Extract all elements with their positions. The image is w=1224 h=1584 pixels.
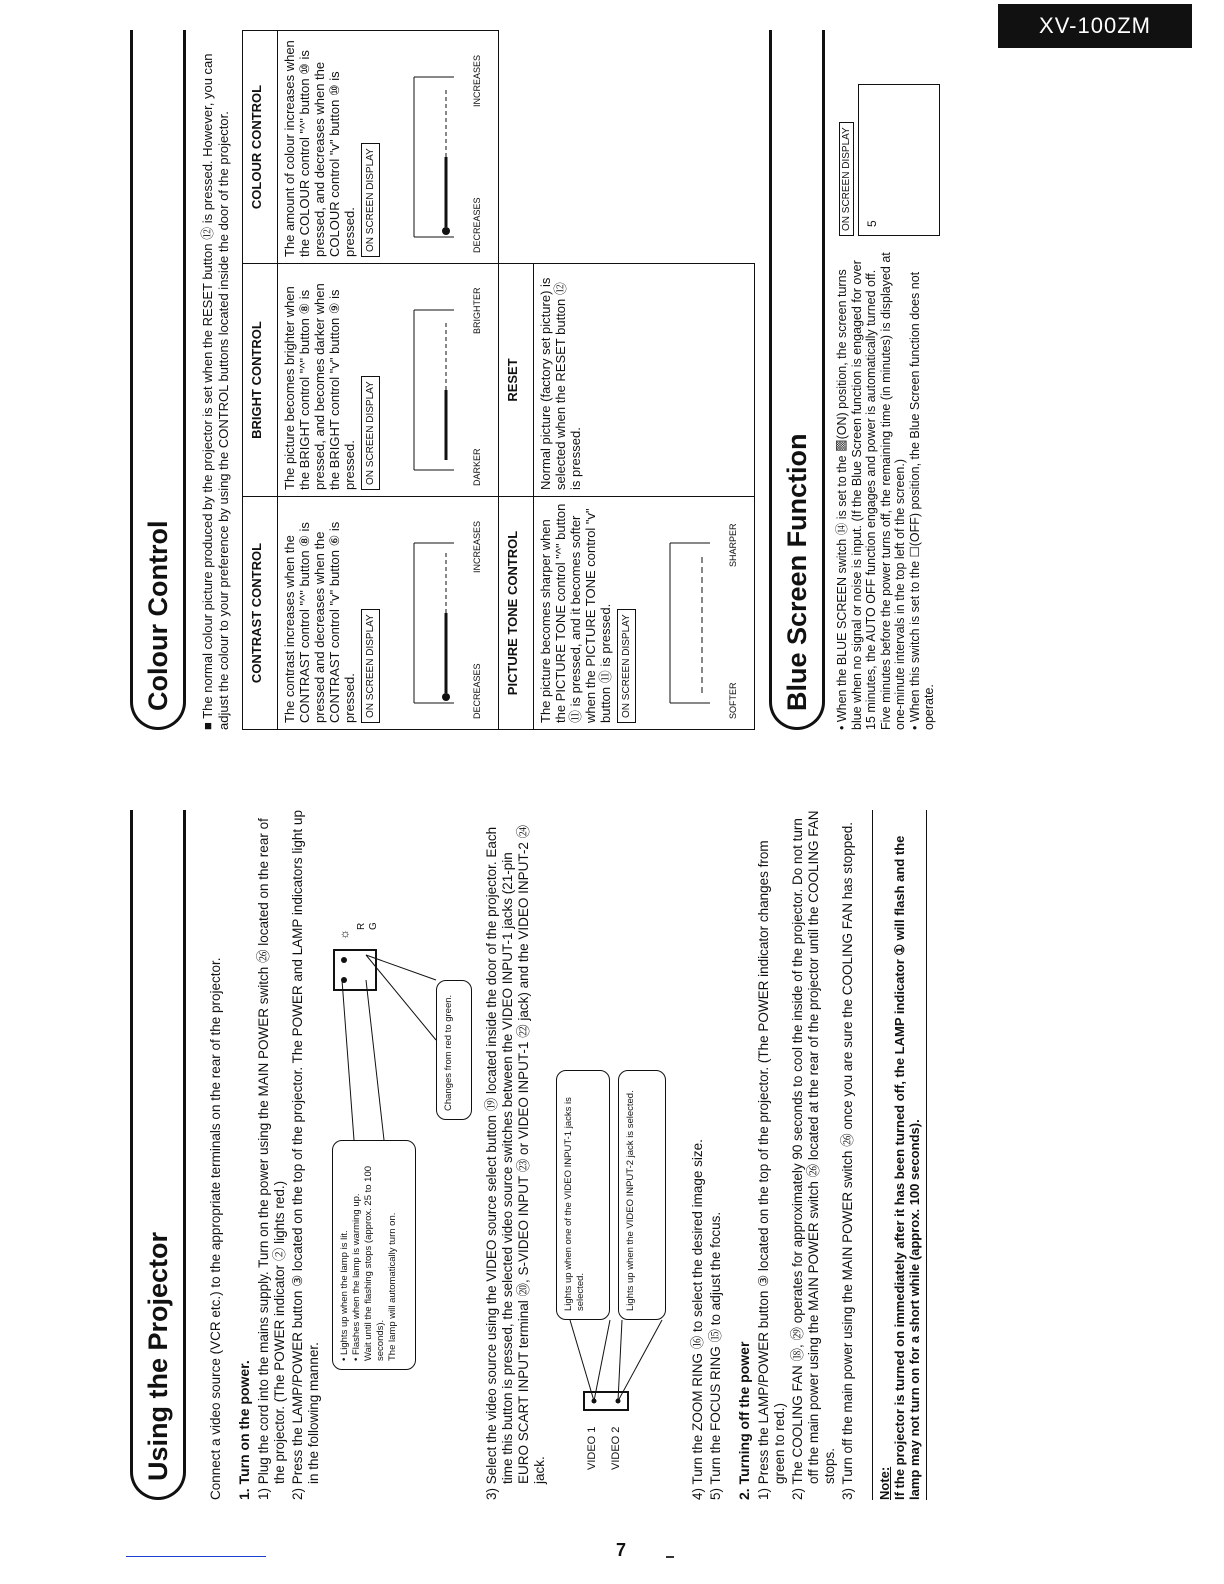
video2-callout: Lights up when the VIDEO INPUT-2 jack is selected. <box>618 1070 666 1320</box>
tone-high: SHARPER <box>728 523 738 567</box>
tone-low: SOFTER <box>728 682 738 719</box>
lamp-callout-line: The lamp will automatically turn on. <box>387 1212 398 1361</box>
video2-label: VIDEO 2 <box>610 1426 622 1470</box>
indicator-lines <box>324 810 484 1500</box>
bright-osd-label: ON SCREEN DISPLAY <box>361 376 380 490</box>
colour-low: DECREASES <box>472 197 482 253</box>
blue-title: Blue Screen Function <box>769 30 825 730</box>
focus-step: 5) Turn the FOCUS RING ⑮ to adjust the focus. <box>708 1211 723 1500</box>
lamp-callout-line: • Flashes when the lamp is warming up. <box>351 1193 362 1361</box>
blue-bullet-1: • When the BLUE SCREEN switch ⑭ is set to the ▩(ON) position, the screen turns blue when no signal or noise is input. (If the Blue Screen function is engaged for over 15 minutes, the AUTO OFF function engages and power is automatically turned off. Five minutes before the power turns off, the remaining time (in minutes) is displayed at one-minute intervals in the top left of the screen.) <box>835 252 907 730</box>
reset-text: Normal picture (factory set picture) is selected when the RESET button ⑫ is pressed. <box>538 277 583 490</box>
lamp-indicator-diagram <box>324 810 484 1500</box>
video-input-diagram <box>550 810 690 1500</box>
tone-osd <box>640 503 750 723</box>
reset-head: RESET <box>499 264 534 497</box>
colour-osd <box>384 37 494 257</box>
footer-dash <box>666 1556 674 1558</box>
colour-head: COLOUR CONTROL <box>243 31 278 264</box>
rotated-manual-sheet <box>130 40 1010 1500</box>
note-text: If the projector is turned on immediately after it has been turned off, the LAMP indicator ① will flash and the lamp may not turn on for a short while (approx. 100 seconds). <box>892 835 922 1500</box>
svg-text:☼: ☼ <box>337 929 351 940</box>
colour-intro: ■ The normal colour picture produced by the projector is set when the RESET button ⑫ is pressed. However, you can adjust the colour to your preference by using the CONTROL buttons located inside the door of the projector. <box>200 53 231 730</box>
colour-high: INCREASES <box>472 54 482 107</box>
tone-text: The picture becomes sharper when the PICTURE TONE control "^" button ⑪ is pressed, and it becomes softer when the PICTURE TONE control "v" button ⑪ is pressed. <box>538 503 613 723</box>
contrast-low: DECREASES <box>472 663 482 719</box>
note-title: Note: <box>877 1466 892 1500</box>
lamp-callout-line: Wait until the flashing stops (approx. 25 to 100 seconds). <box>363 1165 386 1361</box>
countdown-value: 5 <box>865 220 879 227</box>
bright-osd <box>384 270 494 490</box>
tone-head: PICTURE TONE CONTROL <box>499 497 534 730</box>
tone-bar-graphic <box>640 503 736 723</box>
off-step-3: 3) Turn off the main power using the MAIN POWER switch ㉖ once you are sure the COOLING FAN has stopped. <box>840 821 855 1500</box>
video1-label: VIDEO 1 <box>586 1426 598 1470</box>
blue-body <box>835 30 940 730</box>
using-title: Using the Projector <box>130 810 186 1500</box>
colour-control-section <box>130 30 1010 730</box>
using-projector-section <box>130 810 1010 1500</box>
select-step: 3) Select the video source using the VIDEO source select button ⑲ located inside the door of the projector. Each time this button is pressed, the selected video source switches between the VIDEO INPUT-1 jacks (21-pin EURO SCART INPUT terminal ⑳, S-VIDEO INPUT ㉓ or VIDEO INPUT-1 ㉒ jack) and the VIDEO INPUT-2 ㉔ jack. <box>484 824 547 1500</box>
bright-text: The picture becomes brighter when the BRIGHT control "^" button ⑧ is pressed, and becomes darker when the BRIGHT control "v" button ⑨ is pressed. <box>282 283 357 490</box>
off-heading: 2. Turning off the power <box>736 1341 752 1500</box>
bright-head: BRIGHT CONTROL <box>243 264 278 497</box>
turn-on-step-1: 1) Plug the cord into the mains supply. Turn on the power using the MAIN POWER switch ㉖ located on the rear of the projector. (The POWER indicator ② lights red.) <box>256 818 287 1500</box>
video1-callout: Lights up when one of the VIDEO INPUT-1 jacks is selected. <box>556 1070 610 1320</box>
colour-title: Colour Control <box>130 30 186 730</box>
footer-line <box>126 1556 266 1557</box>
blue-bullet-2: • When this switch is set to the ☐(OFF) position, the Blue Screen function does not operate. <box>907 271 936 730</box>
colour-text: The amount of colour increases when the COLOUR control "^" button ⑩ is pressed, and decreases when the COLOUR control "v" button ⑩ is pressed. <box>282 40 357 257</box>
note-box <box>872 810 927 1500</box>
bright-bar-graphic <box>384 270 480 490</box>
blue-osd <box>835 84 940 236</box>
page-number: 7 <box>616 1540 627 1560</box>
blue-screen-preview <box>858 84 940 236</box>
off-step-1: 1) Press the LAMP/POWER button ③ located on the top of the projector. (The POWER indicator changes from green to red.) <box>756 840 787 1500</box>
contrast-high: INCREASES <box>472 520 482 573</box>
contrast-head: CONTRAST CONTROL <box>243 497 278 730</box>
blue-osd-label: ON SCREEN DISPLAY <box>839 122 854 236</box>
contrast-text: The contrast increases when the CONTRAST control "^" button ⑧ is pressed and decreases when the CONTRAST control "v" button ⑥ is pressed. <box>282 521 357 723</box>
model-badge: XV-100ZM <box>998 4 1192 48</box>
colour-osd-label: ON SCREEN DISPLAY <box>361 143 380 257</box>
lamp-callout-line: • Lights up when the lamp is lit. <box>339 1230 350 1361</box>
contrast-bar-graphic <box>384 503 480 723</box>
contrast-osd <box>384 503 494 723</box>
bright-low: DARKER <box>472 448 482 486</box>
off-step-2: 2) The COOLING FAN ⑱, ㉙ operates for approximately 90 seconds to cool the inside of the projector. Do not turn off the main power using the MAIN POWER switch ㉖ located at the rear of the projector until the COOLING FAN stops. <box>790 810 837 1500</box>
indicator-g-label: G <box>368 922 379 930</box>
colour-bar-graphic <box>384 37 480 257</box>
zoom-step: 4) Turn the ZOOM RING ⑯ to select the desired image size. <box>690 1139 705 1500</box>
control-table <box>242 30 755 730</box>
turn-on-heading: 1. Turn on the power. <box>236 1360 252 1500</box>
indicator-r-label: R <box>356 922 367 930</box>
power-callout: Changes from red to green. <box>436 980 472 1120</box>
using-intro: Connect a video source (VCR etc.) to the appropriate terminals on the rear of the projector. <box>208 957 223 1500</box>
bright-high: BRIGHTER <box>472 287 482 334</box>
tone-osd-label: ON SCREEN DISPLAY <box>617 609 636 723</box>
turn-on-step-2: 2) Press the LAMP/POWER button ③ located on the top of the projector. The POWER and LAMP indicators light up in the following manner. <box>290 810 321 1500</box>
contrast-osd-label: ON SCREEN DISPLAY <box>361 609 380 723</box>
